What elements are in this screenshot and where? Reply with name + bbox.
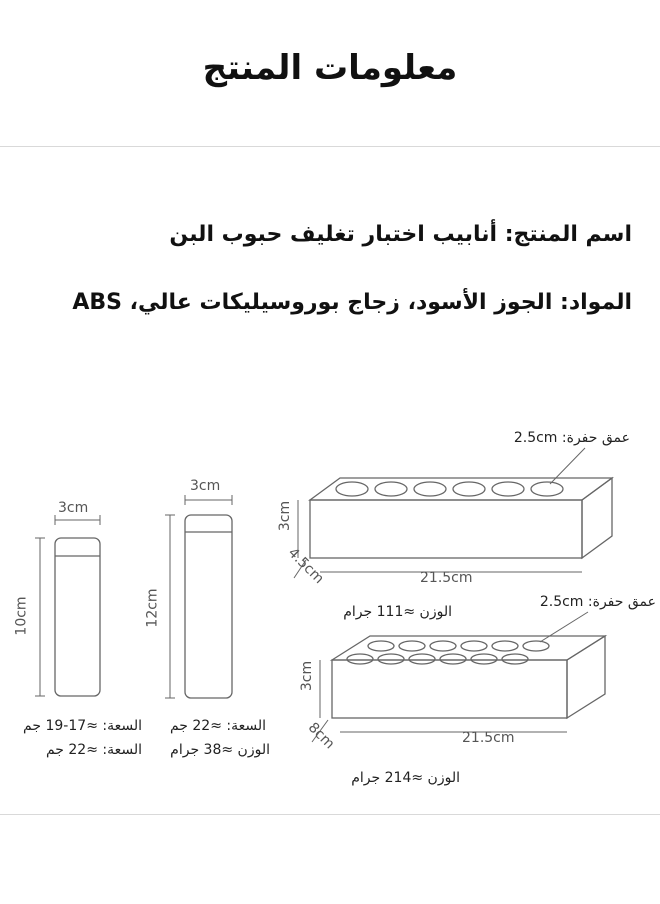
- large-tube-capacity: السعة: ≈22 جم: [169, 718, 266, 734]
- bottom-divider: [0, 814, 660, 815]
- six-rack-hole-depth: عمق حفرة: 2.5cm: [513, 430, 630, 446]
- materials-line: المواد: الجوز الأسود، زجاج بوروسيليكات عالي، ABS: [72, 290, 632, 315]
- small-tube-capacity: السعة: ≈17-19 جم: [23, 718, 142, 734]
- large-tube-weight: الوزن ≈38 جرام: [170, 742, 270, 758]
- large-tube-width-label: 3cm: [190, 478, 221, 494]
- product-name-line: اسم المنتج: أنابيب اختبار تغليف حبوب البن: [169, 222, 632, 247]
- six-rack-height-label: 3cm: [277, 500, 294, 532]
- six-rack-length-label: 21.5cm: [420, 570, 473, 586]
- twelve-rack-depth-label: 8cm: [304, 719, 338, 753]
- small-tube-drawing: [35, 515, 100, 696]
- six-rack-weight: الوزن ≈111 جرام: [343, 604, 452, 620]
- six-rack-depth-label: 4.5cm: [284, 544, 327, 588]
- twelve-rack-length-label: 21.5cm: [462, 730, 515, 746]
- page-title: معلومات المنتج: [202, 48, 458, 88]
- small-tube-capacity-alt: السعة: ≈22 جم: [45, 742, 142, 758]
- large-tube-drawing: [165, 495, 232, 698]
- twelve-hole-rack-drawing: [312, 612, 605, 742]
- small-tube-width-label: 3cm: [58, 500, 89, 516]
- twelve-rack-height-label: 3cm: [299, 660, 316, 692]
- six-hole-rack-drawing: [294, 448, 612, 578]
- twelve-rack-hole-depth: عمق حفرة: 2.5cm: [539, 594, 656, 610]
- large-tube-height-label: 12cm: [144, 588, 161, 628]
- twelve-rack-weight: الوزن ≈214 جرام: [351, 770, 460, 786]
- small-tube-height-label: 10cm: [13, 596, 30, 636]
